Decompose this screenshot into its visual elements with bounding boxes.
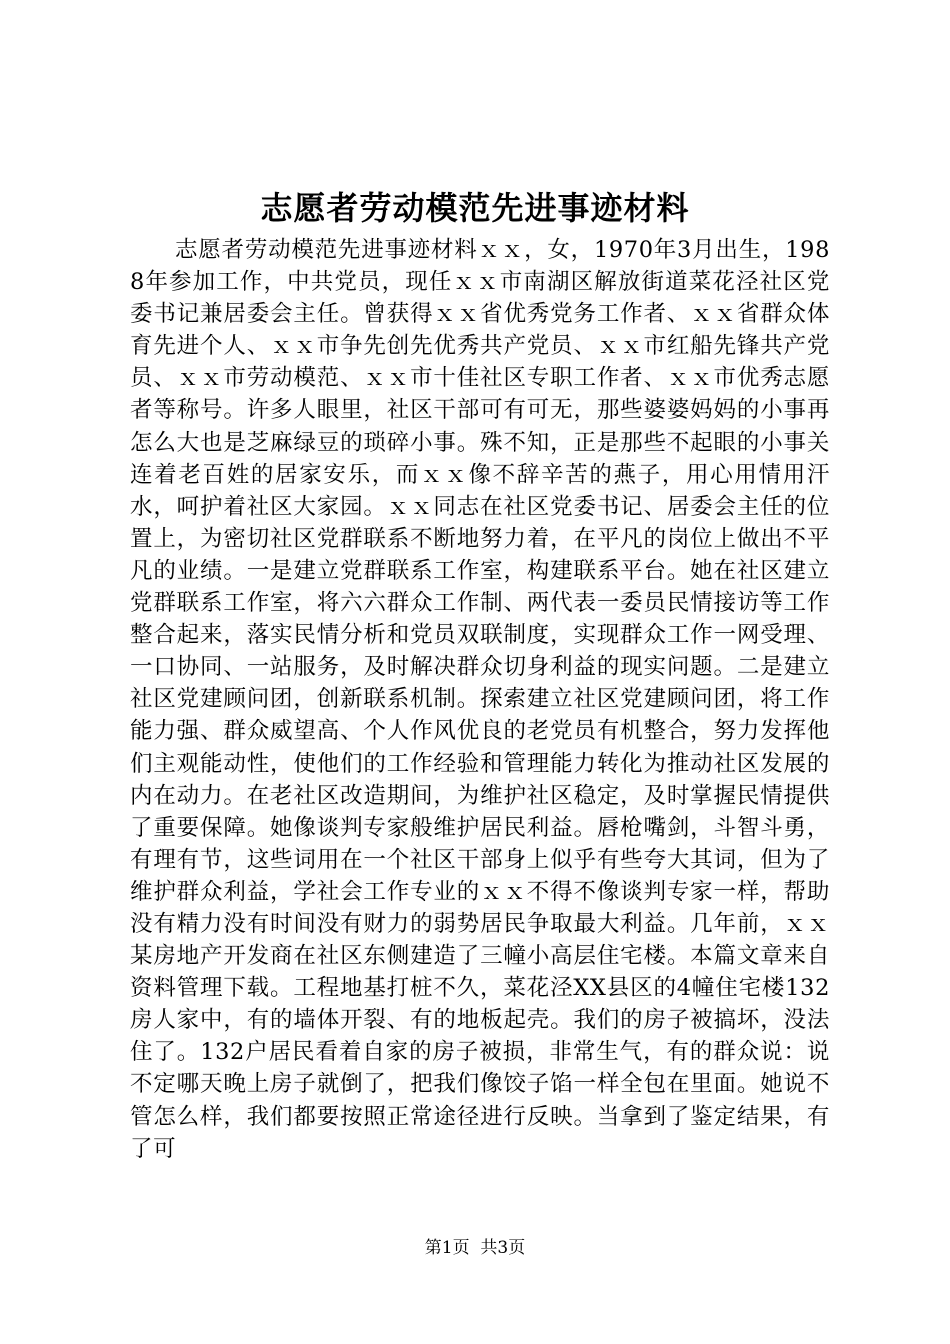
footer-separator	[470, 1238, 481, 1258]
page-number: 第1页	[424, 1238, 470, 1258]
document-body: 志愿者劳动模范先进事迹材料ｘｘ，女，1970年3月出生，1988年参加工作，中共党员，现任ｘｘ市南湖区解放街道菜花泾社区党委书记兼居委会主任。曾获得ｘｘ省优秀党务工作者、ｘｘ省群众体育先进个人、ｘｘ市争先创先优秀共产党员、ｘｘ市红船先锋共产党员、ｘｘ市劳动模范、ｘｘ市十佳社区专职工作者、ｘｘ市优秀志愿者等称号。许多人眼里，社区干部可有可无，那些婆婆妈妈的小事再怎么大也是芝麻绿豆的琐碎小事。殊不知，正是那些不起眼的小事关连着老百姓的居家安乐，而ｘｘ像不辞辛苦的燕子，用心用情用汗水，呵护着社区大家园。ｘｘ同志在社区党委书记、居委会主任的位置上，为密切社区党群联系不断地努力着，在平凡的岗位上做出不平凡的业绩。一是建立党群联系工作室，构建联系平台。她在社区建立党群联系工作室，将六六群众工作制、两代表一委员民情接访等工作整合起来，落实民情分析和党员双联制度，实现群众工作一网受理、一口协同、一站服务，及时解决群众切身利益的现实问题。二是建立社区党建顾问团，创新联系机制。探索建立社区党建顾问团，将工作能力强、群众威望高、个人作风优良的老党员有机整合，努力发挥他们主观能动性，使他们的工作经验和管理能力转化为推动社区发展的内在动力。在老社区改造期间，为维护社区稳定，及时掌握民情提供了重要保障。她像谈判专家般维护居民利益。唇枪嘴剑，斗智斗勇，有理有节，这些词用在一个社区干部身上似乎有些夸大其词，但为了维护群众利益，学社会工作专业的ｘｘ不得不像谈判专家一样，帮助没有精力没有时间没有财力的弱势居民争取最大利益。几年前，ｘｘ某房地产开发商在社区东侧建造了三幢小高层住宅楼。本篇文章来自资料管理下载。工程地基打桩不久，菜花泾XX县区的4幢住宅楼132房人家中，有的墙体开裂、有的地板起壳。我们的房子被搞坏，没法住了。132户居民看着自家的房子被损，非常生气，有的群众说：说不定哪天晚上房子就倒了，把我们像饺子馅一样全包在里面。她说不管怎么样，我们都要按照正常途径进行反映。当拿到了鉴定结果，有了可	[130, 237, 830, 1162]
page-total: 共3页	[480, 1238, 526, 1258]
page-footer	[0, 1236, 950, 1260]
document-title: 志愿者劳动模范先进事迹材料	[260, 189, 690, 227]
